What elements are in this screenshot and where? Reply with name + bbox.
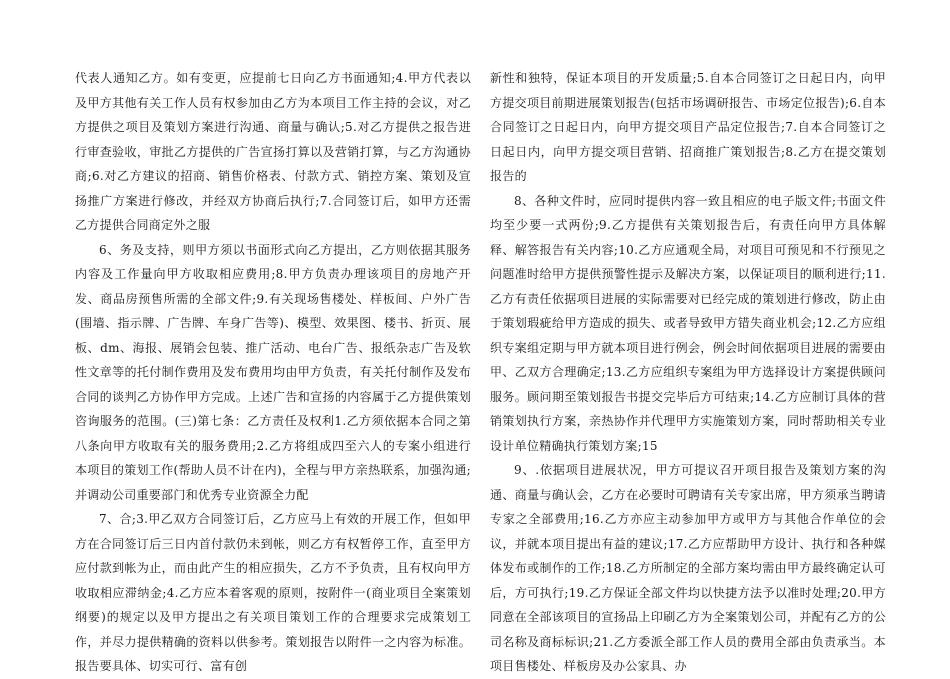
paragraph: 代表人通知乙方。如有变更，应提前七日向乙方书面通知;4.甲方代表以及甲方其他有关工作人员有权参加由乙方为本项目工作主持的会议，对乙方提供之项目及策划方案进行沟通、商量与确认;5.对乙方提供之报告进行审查验收，审批乙方提供的广告宣扬打算以及营销打算，与乙方沟通协商;6.对乙方建议的招商、销售价格表、付款方式、销控方案、策划及宣扬推广方案进行修改，并经双方协商后执行;7.合同签订后，如甲方还需乙方提供合同商定外之服 — [75, 71, 471, 232]
left-column — [75, 66, 471, 679]
paragraph: 6、务及支持，则甲方须以书面形式向乙方提出，乙方则依据其服务内容及工作量向甲方收取相应费用;8.甲方负责办理该项目的房地产开发、商品房预售所需的全部文件;9.有关现场售楼处、样板间、户外广告(围墙、指示牌、广告牌、车身广告等)、模型、效果图、楼书、折页、展板、dm、海报、展销会包装、推广活动、电台广告、报纸杂志广告及软性文章等的托付制作费用及发布费用均由甲方负责，有关托付制作及发布合同的谈判乙方协作甲方完成。上述广告和宣扬的内容属于乙方提供策划咨询服务的范围。(三)第七条：乙方责任及权利1.乙方须依据本合同之第八条向甲方收取有关的服务费用;2.乙方将组成四至六人的专案小组进行本项目的策划工作(帮助人员不计在内)，全程与甲方亲热联系，加强沟通;并调动公司重要部门和优秀专业资源全力配 — [75, 242, 471, 502]
paragraph: 7、合;3.甲乙双方合同签订后，乙方应马上有效的开展工作，但如甲方在合同签订后三日内首付款仍未到帐，则乙方有权暂停工作，直至甲方应付款到帐为止，而由此产生的相应损失，乙方不予负责，且有权向甲方收取相应滞纳金;4.乙方应本着客观的原则，按附件一(商业项目全案策划纲要)的规定以及甲方提出之有关项目策划工作的合理要求完成策划工作，并尽力提供精确的资料以供参考。策划报告以附件一之内容为标准。报告要具体、切实可行、富有创 — [75, 512, 471, 673]
paragraph: 8、各种文件时，应同时提供内容一致且相应的电子版文件;书面文件均至少要一式两份;9.乙方提供有关策划报告后，有责任向甲方具体解释、解答报告有关内容;10.乙方应通观全局，对项目可预见和不行预见之问题准时给甲方提供预警性提示及解决方案，以保证项目的顺利进行;11.乙方有责任依据项目进展的实际需要对已经完成的策划进行修改，防止由于策划瑕疵给甲方造成的损失、或者导致甲方错失商业机会;12.乙方应组织专案组定期与甲方就本项目进行例会，例会时间依据项目进展的需要由甲、乙双方合理确定;13.乙方应组织专案组为甲方选择设计方案提供顾问服务。顾问期至策划报告书提交完毕后方可结束;14.乙方应制订具体的营销策划执行方案，亲热协作并代理甲方实施策划方案，同时帮助相关专业设计单位精确执行策划方案;15 — [490, 193, 886, 453]
paragraph: 9、.依据项目进展状况，甲方可提议召开项目报告及策划方案的沟通、商量与确认会，乙方在必要时可聘请有关专家出席，甲方须承当聘请专家之全部费用;16.乙方亦应主动参加甲方或甲方与其他合作单位的会议，并就本项目提出有益的建议;17.乙方应帮助甲方设计、执行和各种媒体发布或制作的工作;18.乙方所制定的全部方案均需由甲方最终确定认可后，方可执行;19.乙方保证全部文件均以快捷方法予以准时处理;20.甲方同意在全部该项目的宣扬品上印刷乙方为全案策划公司，并配有乙方的公司名称及商标标识;21.乙方委派全部工作人员的费用全部由负责承当。本项目售楼处、样板房及办公家具、办 — [490, 463, 886, 673]
paragraph: 新性和独特，保证本项目的开发质量;5.自本合同签订之日起日内，向甲方提交项目前期进展策划报告(包括市场调研报告、市场定位报告);6.自本合同签订之日起日内，向甲方提交项目产品定位报告;7.自本合同签订之日起日内，向甲方提交项目营销、招商推广策划报告;8.乙方在提交策划报告的 — [490, 71, 886, 183]
right-column — [490, 66, 886, 679]
